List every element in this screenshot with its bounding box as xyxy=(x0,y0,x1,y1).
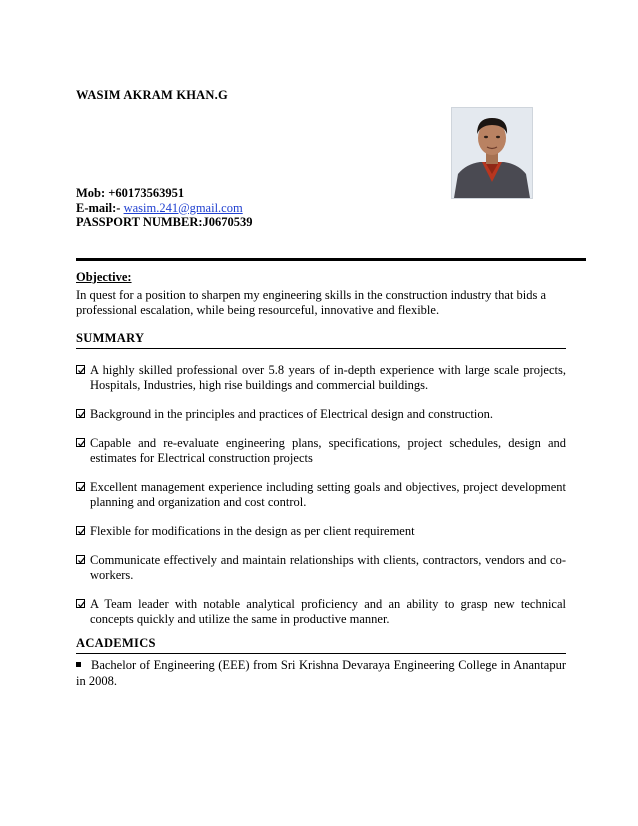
email-link[interactable]: wasim.241@gmail.com xyxy=(123,200,243,215)
summary-item-text: A highly skilled professional over 5.8 years of in-depth experience with large scale projects, Hospitals, Industries, high rise buildings and commercial buildings. xyxy=(90,363,566,393)
summary-item xyxy=(76,597,566,628)
academic-item-text: Bachelor of Engineering (EEE) from Sri Krishna Devaraya Engineering College in Anantapur in 2008. xyxy=(76,658,566,688)
mobile-row xyxy=(76,186,253,201)
square-bullet-icon xyxy=(76,662,81,667)
checked-box-icon xyxy=(76,438,85,447)
passport-row xyxy=(76,215,253,230)
summary-section xyxy=(76,331,566,641)
checked-box-icon xyxy=(76,409,85,418)
candidate-name: WASIM AKRAM KHAN.G xyxy=(76,88,228,102)
summary-item xyxy=(76,524,566,539)
objective-heading: Objective: xyxy=(76,270,132,284)
summary-list xyxy=(76,363,566,628)
summary-item xyxy=(76,363,566,394)
summary-item xyxy=(76,480,566,511)
academic-item xyxy=(76,657,566,689)
passport-label: PASSPORT NUMBER: xyxy=(76,215,203,229)
academics-heading: ACADEMICS xyxy=(76,636,566,654)
summary-item-text: Capable and re-evaluate engineering plans, specifications, project schedules, design and estimates for Electrical construction projects xyxy=(90,435,566,466)
checked-box-icon xyxy=(76,526,85,535)
academics-section xyxy=(76,636,566,689)
summary-item xyxy=(76,553,566,584)
summary-item-text: Background in the principles and practices of Electrical design and construction. xyxy=(90,407,493,422)
profile-photo xyxy=(451,107,533,199)
summary-item-text: A Team leader with notable analytical proficiency and an ability to grasp new technical concepts quickly and utilize the same in productive manner. xyxy=(90,596,566,627)
checked-box-icon xyxy=(76,599,85,608)
summary-item-text: Excellent management experience including setting goals and objectives, project development planning and organization and cost control. xyxy=(90,479,566,510)
checked-box-icon xyxy=(76,365,85,374)
checked-box-icon xyxy=(76,555,85,564)
summary-heading: SUMMARY xyxy=(76,331,566,349)
mobile-value: +60173563951 xyxy=(108,186,185,200)
passport-value: J0670539 xyxy=(202,215,253,229)
email-label: E-mail:- xyxy=(76,200,121,215)
summary-item xyxy=(76,436,566,467)
header-divider xyxy=(76,258,586,261)
checked-box-icon xyxy=(76,482,85,491)
summary-item-text: Flexible for modifications in the design as per client requirement xyxy=(90,524,415,539)
objective-section xyxy=(76,270,566,318)
summary-item-text: Communicate effectively and maintain relationships with clients, contractors, vendors and co-workers. xyxy=(90,552,566,583)
mobile-label: Mob: xyxy=(76,186,106,200)
contact-block xyxy=(76,186,253,230)
email-row xyxy=(76,201,253,216)
summary-item xyxy=(76,407,566,422)
objective-text: In quest for a position to sharpen my engineering skills in the construction industry that bids a professional escalation, while being resourceful, innovative and flexible. xyxy=(76,288,547,317)
profile-photo-image xyxy=(452,108,532,198)
